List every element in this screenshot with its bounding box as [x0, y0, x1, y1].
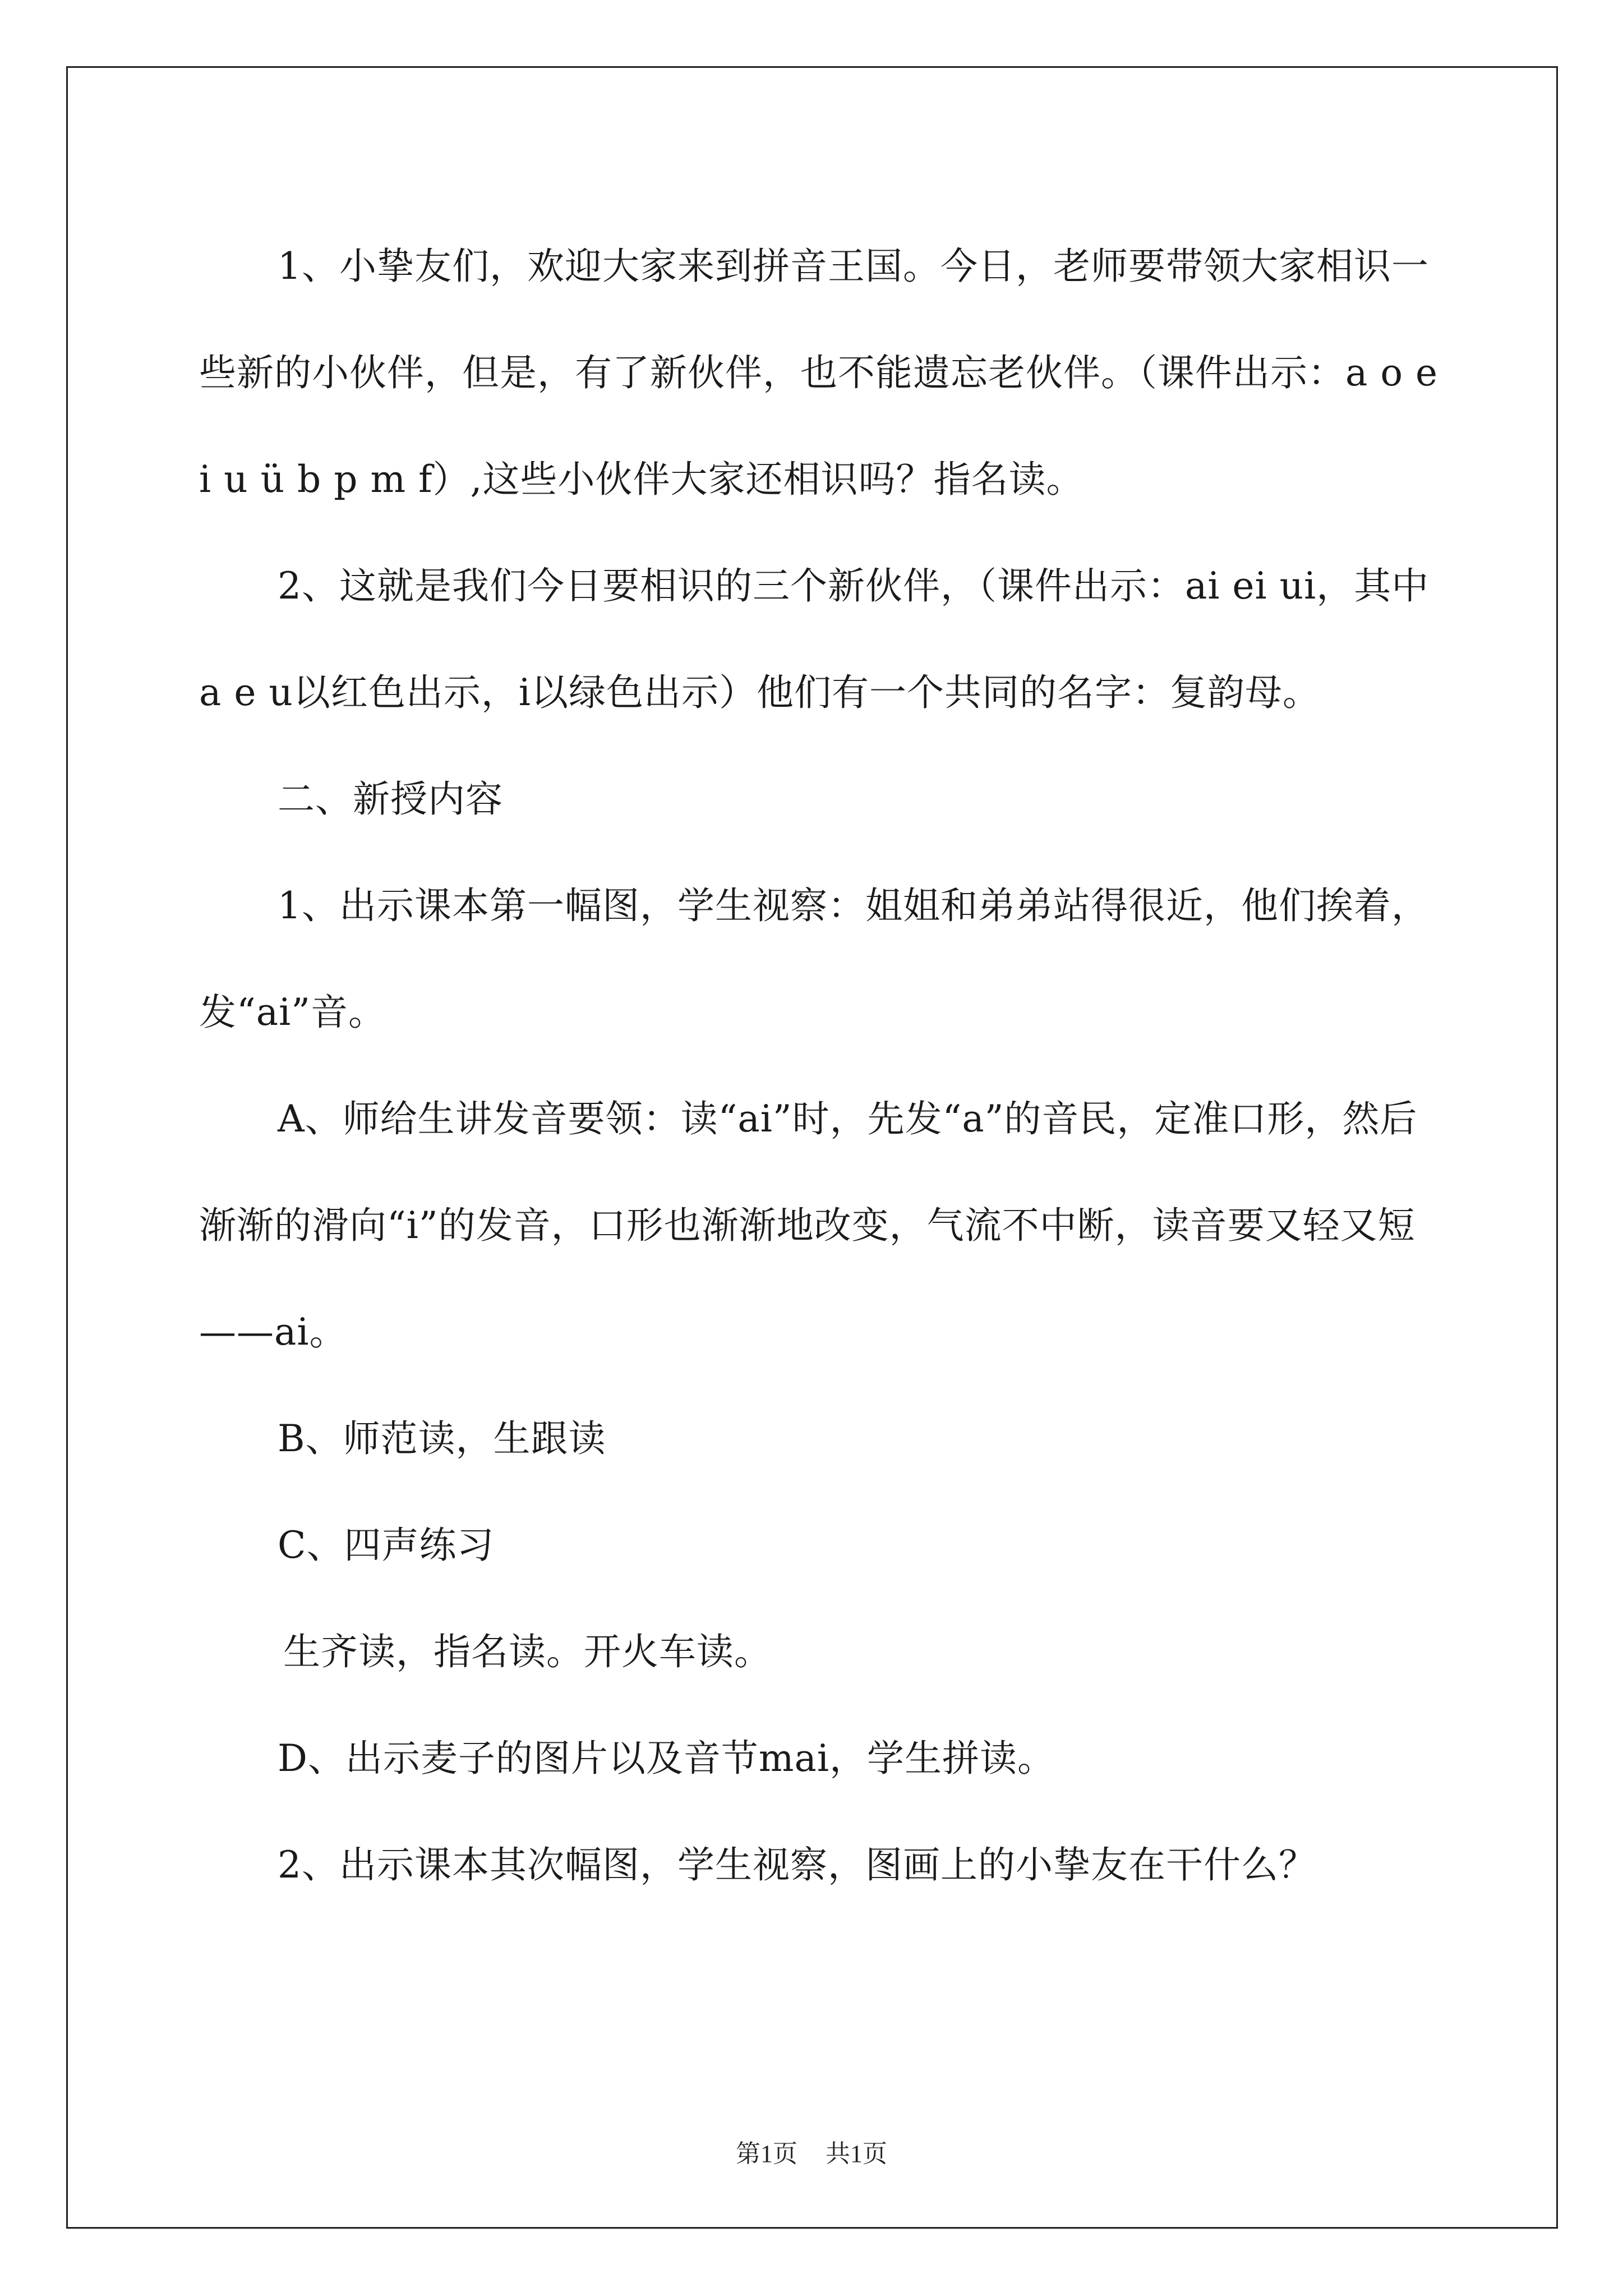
- page-number-current: 第1页: [736, 2140, 797, 2168]
- paragraph-four-tones: C、四声练习: [278, 1524, 495, 1567]
- section-heading-new-content: 二、新授内容: [278, 777, 503, 821]
- paragraph-model-reading: B、师范读，生跟读: [278, 1417, 606, 1460]
- page-number-total: 共1页: [826, 2140, 887, 2168]
- paragraph-new-friends: 2、这就是我们今日要相识的三个新伙伴，（课件出示：ai ei ui，其中a e u以红色出示，i以绿色出示）他们有一个共同的名字：复韵母。: [199, 564, 1430, 714]
- document-body: [199, 213, 1444, 1918]
- paragraph-first-picture: 1、出示课本第一幅图，学生视察：姐姐和弟弟站得很近，他们挨着，发“ai”音。: [199, 884, 1429, 1034]
- paragraph-wheat-picture: D、出示麦子的图片以及音节mai，学生拼读。: [278, 1737, 1055, 1780]
- page-footer: [0, 2133, 1623, 2169]
- paragraph-intro-greeting: 1、小挚友们，欢迎大家来到拼音王国。今日，老师要带领大家相识一些新的小伙伴，但是，有了新伙伴，也不能遗忘老伙伴。（课件出示：a o e i u ü b p m f）,这些小伙伴大家还相识吗？指名读。: [199, 245, 1438, 501]
- paragraph-second-picture: 2、出示课本其次幅图，学生视察，图画上的小挚友在干什么？: [278, 1843, 1316, 1887]
- paragraph-group-reading: 生齐读，指名读。开火车读。: [283, 1630, 772, 1673]
- paragraph-pronunciation-tips: A、师给生讲发音要领：读“ai”时，先发“a”的音民，定准口形，然后渐渐的滑向“i”的发音，口形也渐渐地改变，气流不中断，读音要又轻又短——ai。: [199, 1097, 1418, 1354]
